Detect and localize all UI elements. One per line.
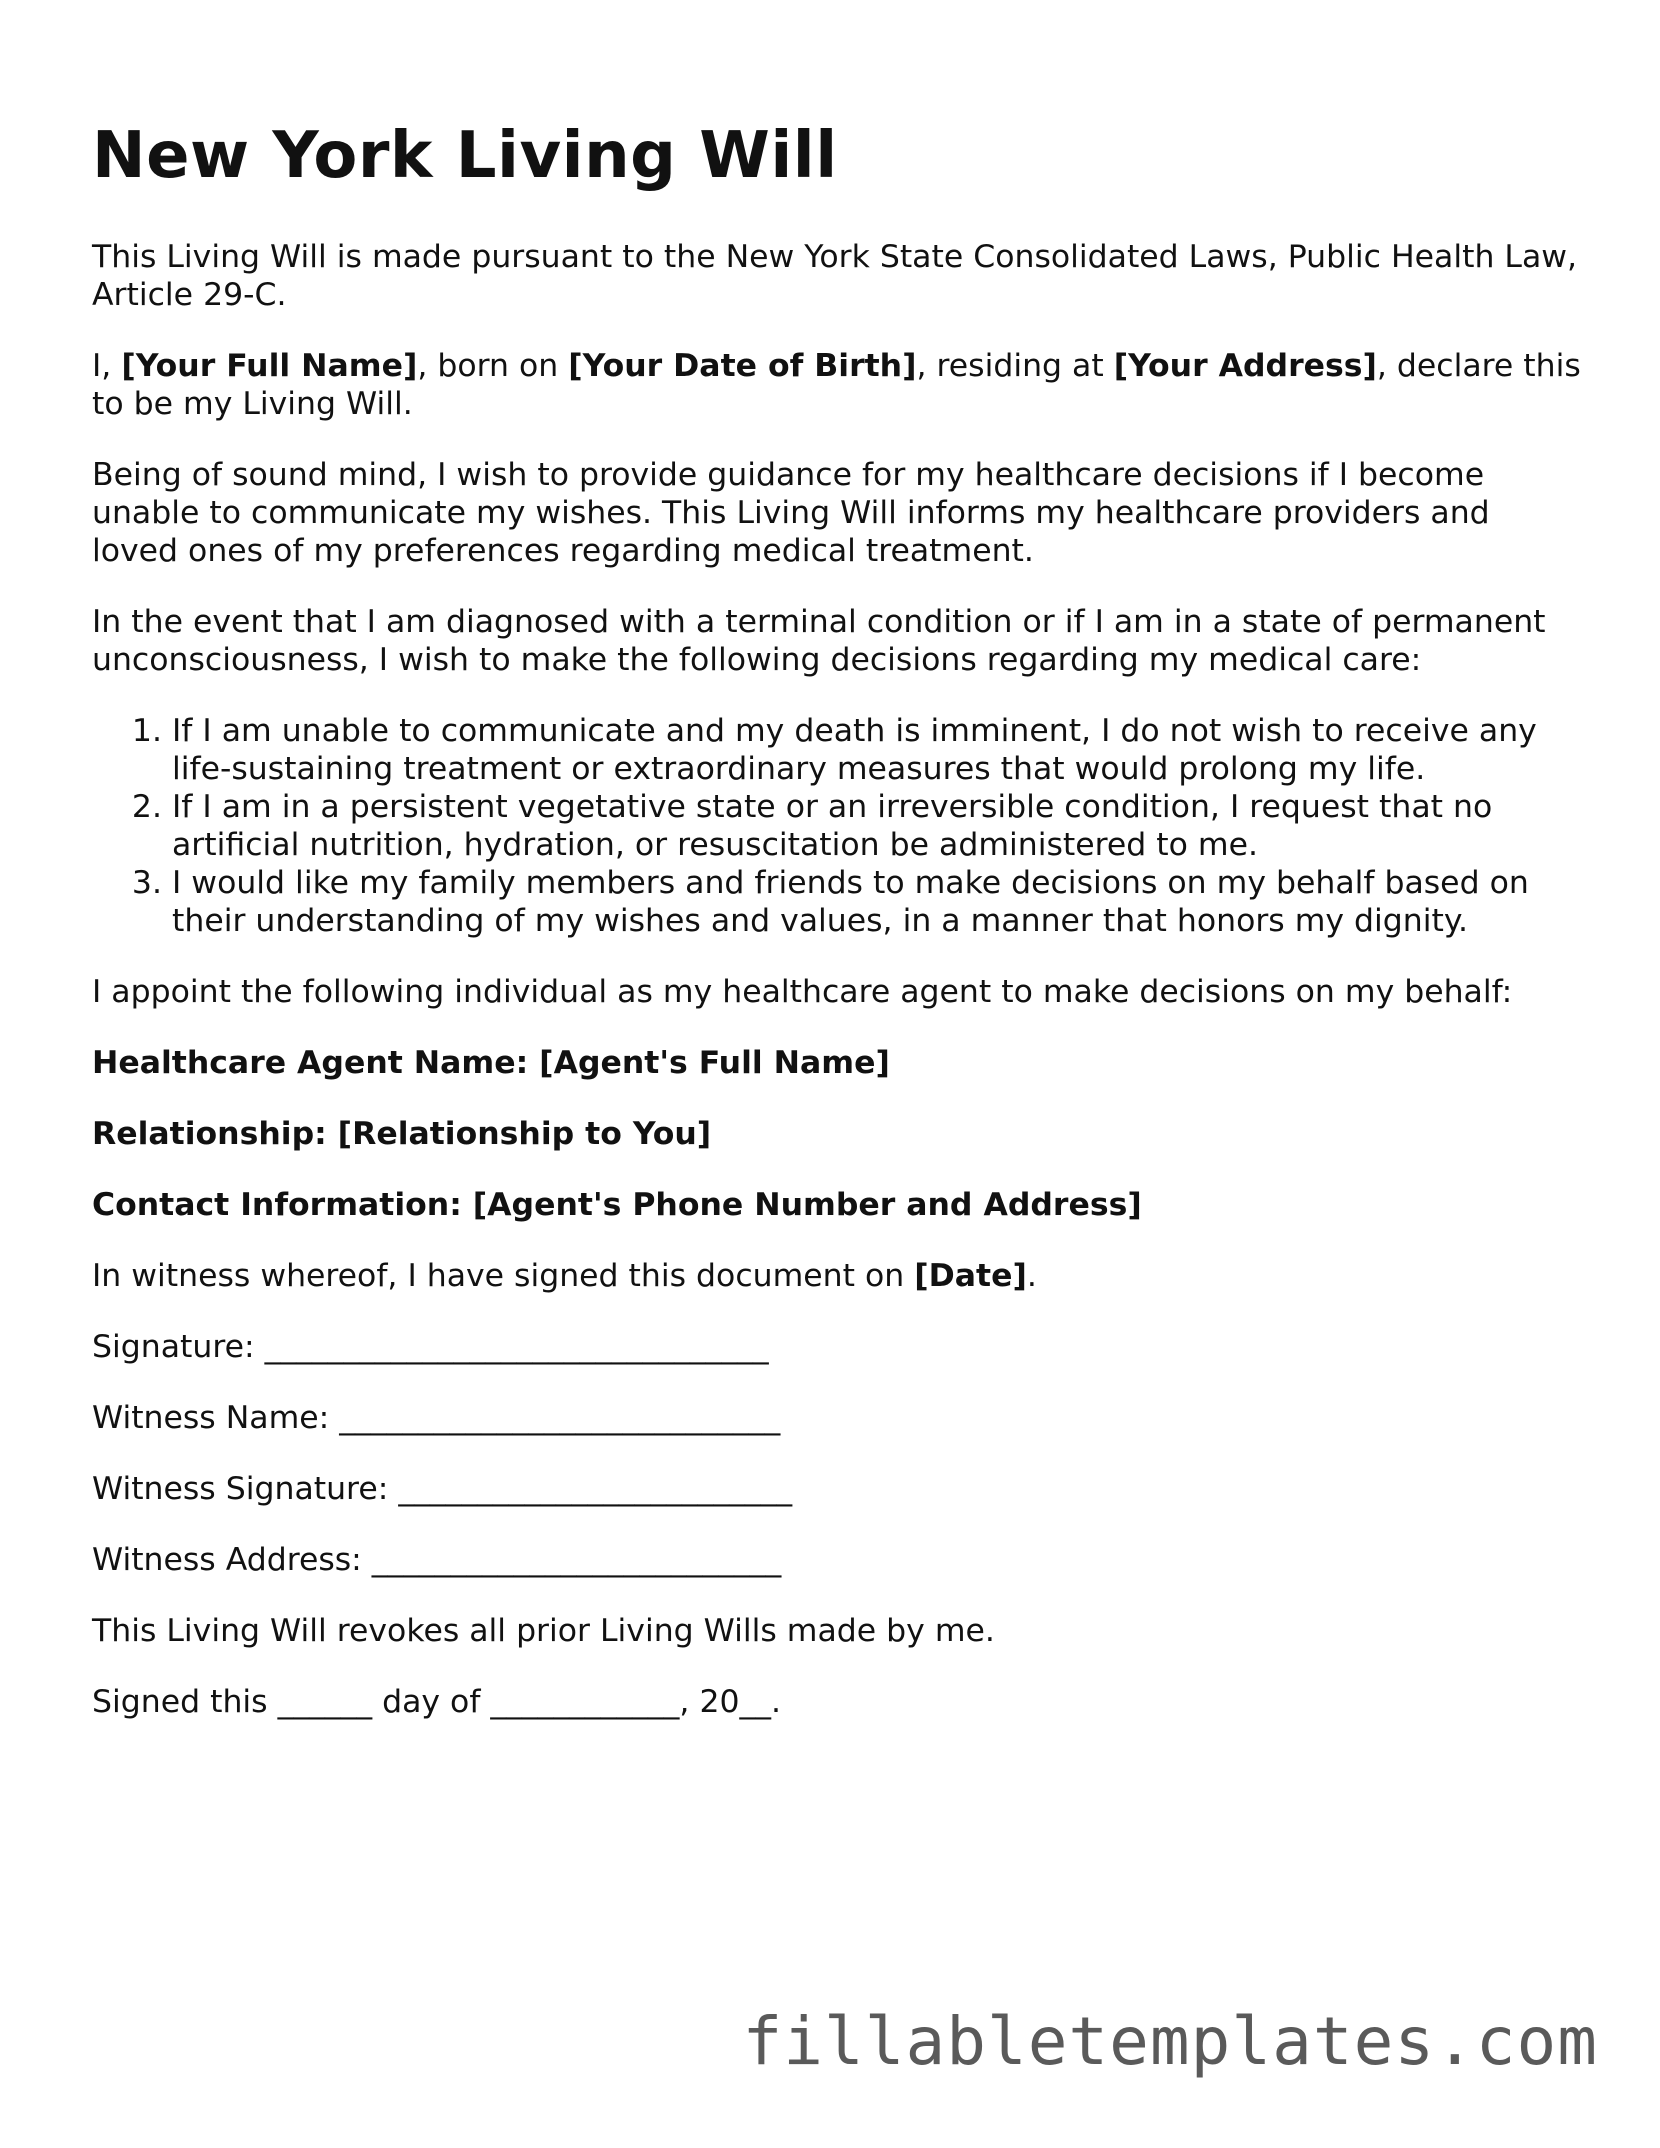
witness-statement (92, 1257, 1582, 1295)
witness-name-field[interactable]: Witness Name: ____________________________ (92, 1400, 781, 1436)
appoint-paragraph: I appoint the following individual as my healthcare agent to make decisions on my behalf: (92, 974, 1513, 1010)
declaration-paragraph (92, 347, 1582, 423)
document-title: New York Living Will (92, 119, 838, 193)
date-placeholder: [Date] (914, 1258, 1027, 1294)
relationship-line: Relationship: [Relationship to You] (92, 1116, 712, 1152)
decision-item: 3. I would like my family members and friends to make decisions on my behalf based on their understanding of my wishes and values, in a manner that honors my dignity. (172, 864, 1582, 940)
signed-date-field[interactable]: Signed this ______ day of ____________, 20__. (92, 1684, 782, 1720)
purpose-paragraph: Being of sound mind, I wish to provide guidance for my healthcare decisions if I become unable to communicate my wishes. This Living Will informs my healthcare providers and loved ones of my preferences regarding medical treatment. (92, 457, 1490, 569)
witness-statement-prefix: In witness whereof, I have signed this document on (92, 1258, 915, 1294)
footer-brand-watermark: fillabletemplates.com (742, 2003, 1598, 2080)
witness-statement-suffix: . (1026, 1258, 1037, 1294)
decision-item: 2. If I am in a persistent vegetative state or an irreversible condition, I request that no artificial nutrition, hydration, or resuscitation be administered to me. (172, 788, 1582, 864)
contact-information-line: Contact Information: [Agent's Phone Number and Address] (92, 1187, 1142, 1223)
decision-item: 1. If I am unable to communicate and my death is imminent, I do not wish to receive any life-sustaining treatment or extraordinary measures that would prolong my life. (172, 712, 1582, 788)
declaration-suffix: , declare this to be my Living Will. (92, 348, 1581, 422)
declaration-prefix: I, (92, 348, 122, 384)
intro-paragraph: This Living Will is made pursuant to the New York State Consolidated Laws, Public Health Law, Article 29-C. (92, 239, 1578, 313)
revocation-paragraph: This Living Will revokes all prior Living Wills made by me. (92, 1613, 995, 1649)
signature-field[interactable]: Signature: ________________________________ (92, 1329, 769, 1365)
address-placeholder: [Your Address] (1113, 348, 1377, 384)
full-name-placeholder: [Your Full Name] (121, 348, 418, 384)
agent-name-line: Healthcare Agent Name: [Agent's Full Name] (92, 1045, 890, 1081)
witness-signature-field[interactable]: Witness Signature: _________________________ (92, 1471, 793, 1507)
born-text: , born on (417, 348, 569, 384)
document-page (92, 118, 1582, 1754)
witness-address-field[interactable]: Witness Address: __________________________ (92, 1542, 782, 1578)
condition-intro-paragraph: In the event that I am diagnosed with a terminal condition or if I am in a state of permanent unconsciousness, I wish to make the following decisions regarding my medical care: (92, 604, 1546, 678)
residing-text: , residing at (916, 348, 1114, 384)
decisions-list (92, 712, 1582, 940)
date-of-birth-placeholder: [Your Date of Birth] (568, 348, 917, 384)
